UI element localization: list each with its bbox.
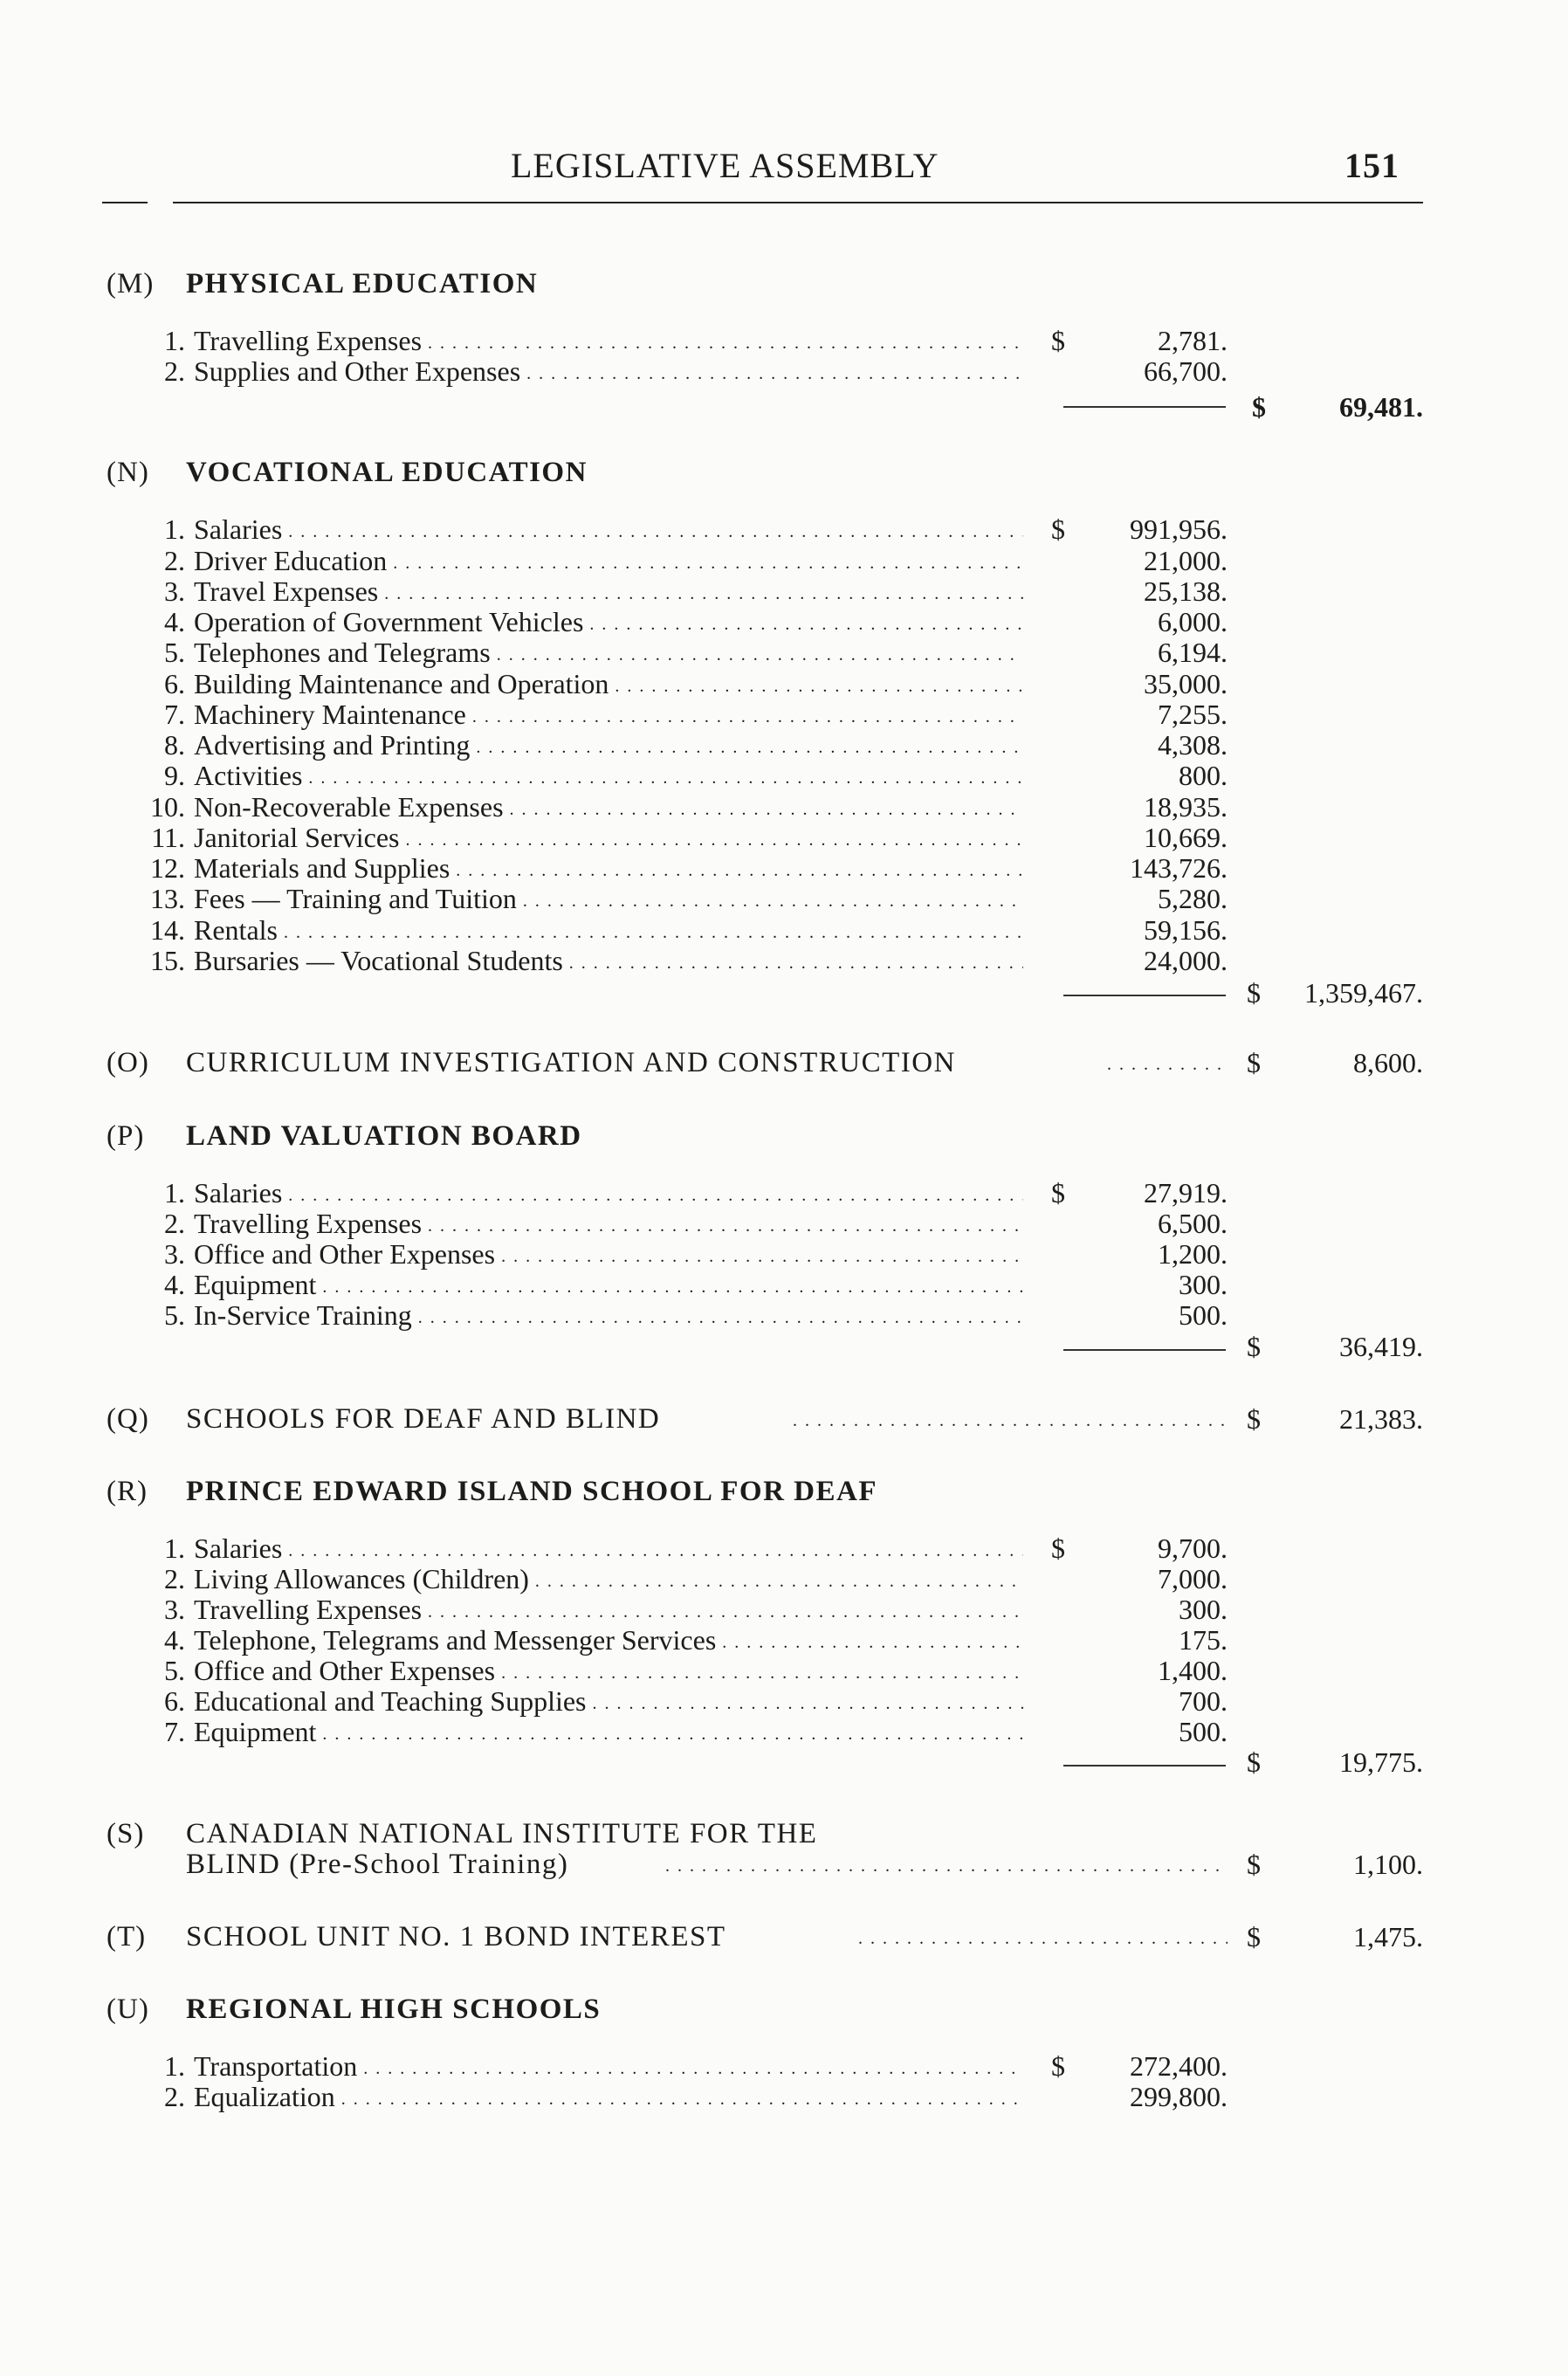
section-title-n: VOCATIONAL EDUCATION — [186, 457, 588, 488]
line-item: 11. Janitorial Services . . . — [131, 822, 1023, 851]
section-total-t: 1,475. — [1353, 1921, 1423, 1952]
line-item: 5. Office and Other Expenses . . . — [131, 1655, 1023, 1684]
item-amount: 24,000. — [1144, 945, 1228, 976]
leader-dots-o — [1107, 1047, 1228, 1079]
section-title-o: CURRICULUM INVESTIGATION AND CONSTRUCTION — [186, 1047, 956, 1078]
section-total-r: 19,775. — [1339, 1746, 1423, 1778]
item-amount: 991,956. — [1130, 513, 1228, 545]
line-item: 9. Activities . . . — [131, 760, 1023, 789]
item-amount: 59,156. — [1144, 914, 1228, 946]
line-item: 1. Salaries . . . — [131, 1532, 1023, 1562]
section-total-s: 1,100. — [1353, 1849, 1423, 1880]
line-item: 3. Travel Expenses . . . — [131, 575, 1023, 605]
leader-dots-s — [665, 1849, 1228, 1881]
subtotal-rule-p — [1063, 1349, 1226, 1351]
section-title-s-line2: BLIND (Pre-School Training) — [186, 1849, 569, 1880]
section-total-m: 69,481. — [1339, 391, 1423, 423]
line-item: 15. Bursaries — Vocational Students . . . — [131, 945, 1023, 975]
section-letter-o: (O) — [107, 1047, 149, 1078]
total-dollar-q: $ — [1247, 1403, 1261, 1435]
section-total-o: 8,600. — [1353, 1047, 1423, 1078]
line-item: 13. Fees — Training and Tuition . . . — [131, 883, 1023, 913]
dollar-sign: $ — [1051, 2050, 1065, 2082]
total-dollar-t: $ — [1247, 1921, 1261, 1952]
line-item: 1. Travelling Expenses . . . — [131, 325, 1023, 355]
header-rule-left — [102, 202, 148, 203]
section-title-s-line1: CANADIAN NATIONAL INSTITUTE FOR THE — [186, 1818, 818, 1849]
total-dollar-p: $ — [1247, 1331, 1261, 1362]
line-item: 2. Supplies and Other Expenses . . . — [131, 355, 1023, 385]
leader-dots-t — [858, 1921, 1228, 1953]
line-item: 4. Equipment . . . — [131, 1269, 1023, 1298]
section-letter-q: (Q) — [107, 1403, 149, 1435]
item-amount: 10,669. — [1144, 822, 1228, 853]
total-dollar-o: $ — [1247, 1047, 1261, 1078]
line-item: 1. Salaries . . . — [131, 1177, 1023, 1207]
item-amount: 1,200. — [1158, 1238, 1228, 1270]
section-letter-s: (S) — [107, 1818, 145, 1849]
section-title-p: LAND VALUATION BOARD — [186, 1120, 582, 1152]
line-item: 6. Educational and Teaching Supplies . . . — [131, 1685, 1023, 1715]
line-item: 3. Office and Other Expenses . . . — [131, 1238, 1023, 1268]
item-amount: 500. — [1179, 1299, 1228, 1331]
section-title-q: SCHOOLS FOR DEAF AND BLIND — [186, 1403, 661, 1435]
dollar-sign: $ — [1051, 513, 1065, 545]
line-item: 4. Operation of Government Vehicles . . . — [131, 606, 1023, 636]
section-total-p: 36,419. — [1339, 1331, 1423, 1362]
section-letter-t: (T) — [107, 1921, 147, 1952]
item-amount: 299,800. — [1130, 2081, 1228, 2112]
item-amount: 6,500. — [1158, 1208, 1228, 1239]
total-dollar-n: $ — [1247, 977, 1261, 1009]
section-letter-n: (N) — [107, 457, 149, 488]
dollar-sign: $ — [1051, 1177, 1065, 1209]
subtotal-rule-n — [1063, 995, 1226, 996]
section-letter-r: (R) — [107, 1476, 148, 1507]
item-amount: 35,000. — [1144, 668, 1228, 699]
total-dollar-r: $ — [1247, 1746, 1261, 1778]
item-amount: 300. — [1179, 1594, 1228, 1625]
line-item: 5. Telephones and Telegrams . . . — [131, 637, 1023, 666]
line-item: 6. Building Maintenance and Operation . . . — [131, 668, 1023, 698]
item-amount: 6,000. — [1158, 606, 1228, 637]
subtotal-rule-r — [1063, 1765, 1226, 1767]
item-amount: 500. — [1179, 1716, 1228, 1747]
item-amount: 9,700. — [1158, 1532, 1228, 1564]
line-item: 2. Living Allowances (Children) . . . — [131, 1563, 1023, 1593]
item-amount: 6,194. — [1158, 637, 1228, 668]
item-amount: 18,935. — [1144, 791, 1228, 823]
item-amount: 1,400. — [1158, 1655, 1228, 1686]
item-amount: 27,919. — [1144, 1177, 1228, 1209]
leader-dots-q — [793, 1403, 1228, 1436]
section-title-t: SCHOOL UNIT NO. 1 BOND INTEREST — [186, 1921, 726, 1952]
dollar-sign: $ — [1051, 325, 1065, 356]
section-letter-p: (P) — [107, 1120, 145, 1152]
item-amount: 7,000. — [1158, 1563, 1228, 1594]
page-number: 151 — [1344, 146, 1400, 185]
section-letter-m: (M) — [107, 268, 155, 300]
item-amount: 7,255. — [1158, 699, 1228, 730]
item-amount: 300. — [1179, 1269, 1228, 1300]
subtotal-rule-m — [1063, 406, 1226, 408]
page-header-title: LEGISLATIVE ASSEMBLY — [511, 146, 939, 185]
line-item: 14. Rentals . . . — [131, 914, 1023, 944]
dollar-sign: $ — [1051, 1532, 1065, 1564]
item-amount: 21,000. — [1144, 545, 1228, 576]
line-item: 10. Non-Recoverable Expenses . . . — [131, 791, 1023, 821]
total-dollar-s: $ — [1247, 1849, 1261, 1880]
line-item: 2. Driver Education . . . — [131, 545, 1023, 575]
line-item: 1. Transportation . . . — [131, 2050, 1023, 2080]
item-amount: 272,400. — [1130, 2050, 1228, 2082]
section-letter-u: (U) — [107, 1994, 149, 2025]
section-title-r: PRINCE EDWARD ISLAND SCHOOL FOR DEAF — [186, 1476, 878, 1507]
line-item: 3. Travelling Expenses . . . — [131, 1594, 1023, 1623]
section-title-u: REGIONAL HIGH SCHOOLS — [186, 1994, 602, 2025]
header-rule-right — [173, 202, 1423, 203]
item-amount: 175. — [1179, 1624, 1228, 1656]
item-amount: 5,280. — [1158, 883, 1228, 914]
item-amount: 2,781. — [1158, 325, 1228, 356]
item-amount: 4,308. — [1158, 729, 1228, 761]
section-total-n: 1,359,467. — [1304, 977, 1423, 1009]
section-title-m: PHYSICAL EDUCATION — [186, 268, 539, 300]
line-item: 1. Salaries . . . — [131, 513, 1023, 543]
section-total-q: 21,383. — [1339, 1403, 1423, 1435]
line-item: 2. Travelling Expenses . . . — [131, 1208, 1023, 1237]
item-amount: 800. — [1179, 760, 1228, 791]
line-item: 5. In-Service Training . . . — [131, 1299, 1023, 1329]
line-item: 2. Equalization . . . — [131, 2081, 1023, 2111]
line-item: 12. Materials and Supplies . . . — [131, 852, 1023, 882]
line-item: 7. Equipment . . . — [131, 1716, 1023, 1746]
line-item: 4. Telephone, Telegrams and Messenger Services . . . — [131, 1624, 1023, 1654]
line-item: 8. Advertising and Printing . . . — [131, 729, 1023, 759]
item-amount: 700. — [1179, 1685, 1228, 1717]
total-dollar-m: $ — [1252, 391, 1266, 423]
item-amount: 66,700. — [1144, 355, 1228, 387]
item-amount: 143,726. — [1130, 852, 1228, 884]
line-item: 7. Machinery Maintenance . . . — [131, 699, 1023, 728]
item-amount: 25,138. — [1144, 575, 1228, 607]
